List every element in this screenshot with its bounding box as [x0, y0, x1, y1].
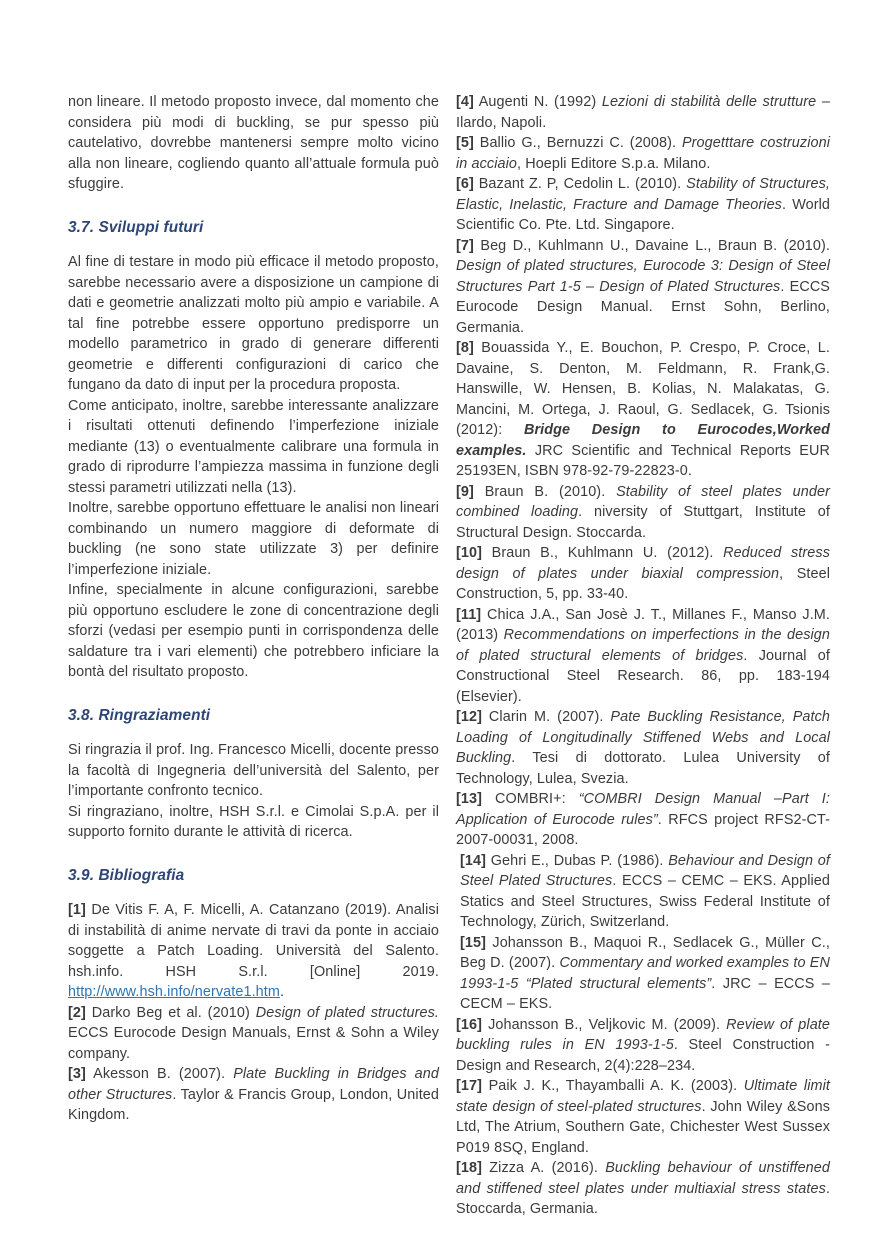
text-run: . Journal of Constructional Steel Research. 86, pp. 183-194 (Elsevier). [456, 647, 830, 705]
reference-link[interactable]: http://www.hsh.info/nervate1.htm [68, 984, 280, 1000]
text-run: Review of plate buckling rules in EN 1993-1-5 [456, 1016, 830, 1053]
text-run: Infine, specialmente in alcune configurazioni, sarebbe più opportuno escludere le zone di concentrazione degli sforzi (vedasi per esempio punti in corrispondenza delle saldature tra i vari elementi) che potrebbero inficiare la bontà del risultato proposto. [68, 582, 439, 680]
reference-item [456, 236, 830, 339]
reference-item [456, 338, 830, 482]
text-run: Reduced stress design of plates under biaxial compression [456, 545, 830, 582]
text-run: Come anticipato, inoltre, sarebbe interessante analizzare i risultati ottenuti definendo l’imperfezione iniziale mediante (13) o eventualmente calibrare una formula in grado di riprodurre l’ampiezza massima in funzione degli stessi parametri utilizzati nella (13). [68, 397, 439, 496]
reference-item [456, 933, 830, 1015]
text-run: Si ringraziano, inoltre, HSH S.r.l. e Cimolai S.p.A. per il supporto fornito durante le attività di ricerca. [68, 803, 439, 840]
text-run: “COMBRI Design Manual –Part I: Application of Eurocode rules” [456, 791, 830, 828]
text-run: Ultimate limit state design of steel-plated structures [456, 1078, 830, 1115]
text-run: . [279, 984, 285, 1000]
reference-item [456, 174, 830, 236]
text-run: [12] [456, 709, 482, 725]
paragraph [68, 396, 439, 499]
text-run: Design of plated structures, Eurocode 3: Design of Steel Structures Part 1-5 – Design of Plated Structures [456, 258, 830, 295]
text-run: . World Scientific Co. Pte. Ltd. Singapore. [456, 196, 831, 233]
text-run: Beg D., Kuhlmann U., Davaine L., Braun B. (2010). [473, 237, 830, 254]
text-run: Ballio G., Bernuzzi C. (2008). [473, 135, 682, 151]
section-heading: 3.9. Bibliografia [68, 866, 185, 884]
text-run: . niversity of Stuttgart, Institute of Structural Design. Stoccarda. [456, 504, 831, 541]
reference-item [456, 482, 830, 544]
text-run: [3] [68, 1066, 86, 1082]
reference-item [456, 851, 830, 933]
text-run: Bridge Design to Eurocodes,Worked examples. [456, 422, 830, 459]
text-run: Gehri E., Dubas P. (1986). [486, 852, 669, 869]
paragraph [68, 802, 439, 843]
paragraph [68, 92, 439, 195]
text-run: [18] [456, 1160, 482, 1176]
paragraph [68, 740, 439, 802]
text-run: – Ilardo, Napoli. [456, 94, 830, 131]
text-run: JRC Scientific and Technical Reports EUR 25193EN, ISBN 978-92-79-22823-0. [456, 442, 830, 479]
text-run: Bazant Z. P, Cedolin L. (2010). [473, 176, 687, 192]
text-run: Akesson B. (2007). [85, 1066, 234, 1082]
text-run: . JRC – ECCS – CECM – EKS. [460, 975, 830, 1012]
text-run: [16] [456, 1016, 482, 1033]
text-run: Paik J. K., Thayamballi A. K. (2003). [482, 1078, 744, 1094]
text-run: Si ringrazia il prof. Ing. Francesco Micelli, docente presso la facoltà di Ingegneria dell’università del Salento, per l’importante confronto tecnico. [68, 742, 439, 799]
text-run: [4] [456, 94, 474, 110]
text-run: [15] [460, 934, 486, 951]
text-run: . ECCS – CEMC – EKS. Applied Statics and Steel Structures, Swiss Federal Institute of Technology, Zürich, Switzerland. [460, 873, 830, 930]
text-run: ECCS Eurocode Design Manuals, Ernst & Sohn a Wiley company. [68, 1025, 439, 1062]
text-run: Johansson B., Maquoi R., Sedlacek G., Müller C., Beg D. (2007). [460, 934, 830, 971]
text-run: Stability of Structures, Elastic, Inelastic, Fracture and Damage Theories [456, 176, 830, 213]
paragraph [68, 252, 439, 396]
reference-item [68, 1064, 439, 1126]
text-run: Commentary and worked examples to EN 1993-1-5 “Plated structural elements” [460, 955, 830, 992]
left-column [68, 92, 439, 1126]
reference-item [456, 1158, 830, 1220]
text-run: [1] [68, 902, 86, 918]
text-run: [8] [456, 340, 474, 356]
text-run: [14] [460, 852, 486, 869]
text-run: Lezioni di stabilità delle strutture [601, 94, 817, 110]
text-run: non lineare. Il metodo proposto invece, dal momento che considera più modi di buckling, se pur spesso più cautelativo, dovrebbe mantenersi sempre molto vicino alla non lineare, cogliendo quanto all’attuale formula può sfuggire. [68, 94, 439, 192]
reference-item [456, 92, 830, 133]
text-run: [2] [68, 1004, 86, 1021]
reference-item [456, 605, 830, 708]
text-run: [5] [456, 135, 474, 151]
text-run: Darko Beg et al. (2010) [85, 1004, 256, 1021]
text-run: Johansson B., Veljkovic M. (2009). [482, 1016, 727, 1033]
text-run: Stability of steel plates under combined loading [456, 483, 830, 520]
text-run: . ECCS Eurocode Design Manual. Ernst Sohn, Berlino, Germania. [456, 278, 831, 336]
reference-item [68, 900, 439, 1003]
text-run: Braun B. (2010). [473, 483, 617, 500]
text-run: Chica J.A., San Josè J. T., Millanes F., Manso J.M. (2013) [456, 606, 830, 643]
text-run: Design of plated structures. [255, 1004, 439, 1021]
text-run: Behaviour and Design of Steel Plated Structures [460, 852, 830, 889]
text-run: Braun B., Kuhlmann U. (2012). [482, 545, 724, 561]
paragraph [68, 498, 439, 580]
reference-item [68, 1003, 439, 1065]
text-run: [11] [456, 606, 482, 623]
text-run: Bouassida Y., E. Bouchon, P. Crespo, P. Croce, L. Davaine, S. Denton, M. Feldmann, R. Frank,G. Hanswille, W. Hensen, B. Kolias, N. Malakatas, G. Mancini, M. Ortega, J. Raoul, G. Sedlacek, G. Tsionis (2012): [456, 340, 830, 438]
text-run: Zizza A. (2016). [482, 1160, 606, 1176]
text-run: , Steel Construction, 5, pp. 33-40. [456, 565, 830, 602]
text-run: . John Wiley &Sons Ltd, The Atrium, Southern Gate, Chichester West Sussex P019 8SQ, England. [456, 1098, 830, 1156]
text-run: [6] [456, 176, 474, 192]
text-run: [17] [456, 1078, 482, 1094]
text-run: . Steel Construction - Design and Research, 2(4):228–234. [456, 1037, 830, 1074]
text-run: Augenti N. (1992) [473, 94, 602, 110]
paragraph [68, 580, 439, 683]
text-run: . RFCS project RFS2-CT-2007-00031, 2008. [456, 811, 830, 848]
text-run: Al fine di testare in modo più efficace il metodo proposto, sarebbe necessario avere a disposizione un campione di dati e geometrie analizzati molto più ampio e variabile. A tal fine potrebbe essere opportuno predisporre un modello parametrico in grado di generare differenti geometrie e differenti configurazioni di carico che fungano da dato di input per la procedura proposta. [68, 254, 439, 393]
text-run: COMBRI+: [482, 791, 579, 807]
text-run: Inoltre, sarebbe opportuno effettuare le analisi non lineari combinando un numero maggiore di deformate di buckling (ne sono state utilizzate 3) per definire l’imperfezione iniziale. [68, 500, 439, 578]
section-heading: 3.8. Ringraziamenti [68, 706, 211, 724]
text-run: . Stoccarda, Germania. [456, 1180, 830, 1217]
text-run: Clarin M. (2007). [482, 709, 611, 725]
reference-item [456, 133, 830, 174]
text-run: Pate Buckling Resistance, Patch Loading of Longitudinally Stiffened Webs and Local Buckling [456, 709, 831, 766]
reference-item [456, 707, 830, 789]
text-run: De Vitis F. A, F. Micelli, A. Catanzano (2019). Analisi di instabilità di anime nervate di travi da ponte in acciaio soggette a Patch Loading. Università del Salento. hsh.info. HSH S.r.l. [Online] 2019. [68, 902, 439, 980]
reference-item [456, 789, 830, 851]
text-run: [13] [456, 791, 482, 807]
reference-item [456, 1015, 830, 1077]
text-run: Plate Buckling in Bridges and other Structures [68, 1066, 439, 1103]
right-column [456, 92, 830, 1220]
text-run: Progetttare costruzioni in acciaio [456, 135, 830, 172]
text-run: , Hoepli Editore S.p.a. Milano. [517, 155, 711, 172]
section-heading: 3.7. Sviluppi futuri [68, 218, 204, 236]
reference-item [456, 543, 830, 605]
text-run: Recommendations on imperfections in the design of plated structural elements of bridges [456, 627, 830, 664]
text-run: . Taylor & Francis Group, London, United Kingdom. [68, 1086, 439, 1123]
reference-item [456, 1076, 830, 1158]
text-run: . Tesi di dottorato. Lulea University of Technology, Lulea, Svezia. [456, 750, 830, 787]
text-run: Buckling behaviour of unstiffened and stiffened steel plates under multiaxial stress states [456, 1160, 830, 1197]
text-run: [9] [456, 483, 474, 500]
text-run: [10] [456, 545, 482, 561]
text-run: [7] [456, 237, 474, 254]
